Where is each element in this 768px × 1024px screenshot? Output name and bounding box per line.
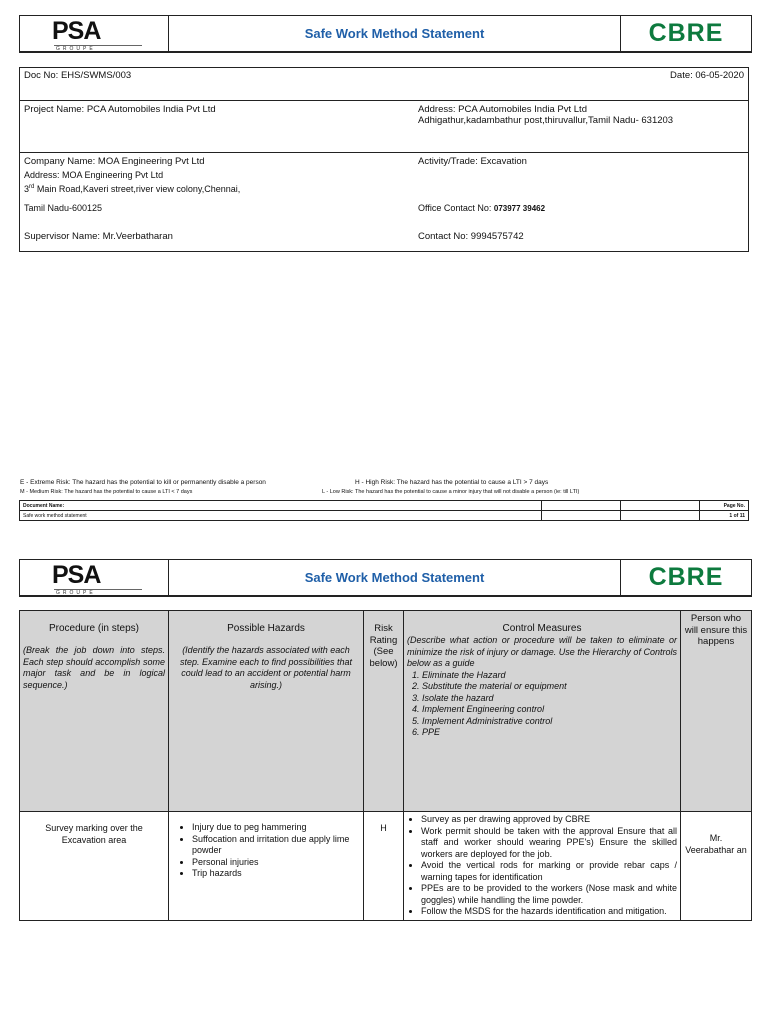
control-measure-item: • Survey as per drawing approved by CBRE bbox=[421, 814, 677, 826]
control-hierarchy-item: 6. PPE bbox=[422, 727, 677, 739]
row-controls bbox=[404, 812, 681, 921]
psa-logo bbox=[20, 560, 169, 595]
page-number: 1 of 11 bbox=[700, 511, 749, 521]
company-street: 3rd Main Road,Kaveri street,river view colony,Chennai, bbox=[24, 184, 241, 194]
row-person: Mr. Veerabathar an bbox=[681, 812, 752, 921]
row-hazards bbox=[169, 812, 364, 921]
psa-logo-sub: GROUPE bbox=[56, 46, 96, 52]
company-address: Address: MOA Engineering Pvt Ltd bbox=[24, 170, 164, 180]
page-header-2 bbox=[19, 559, 752, 597]
control-hierarchy-item: 2. Substitute the material or equipment bbox=[422, 681, 677, 693]
doc-date: Date: 06-05-2020 bbox=[414, 68, 749, 101]
project-name: Project Name: PCA Automobiles India Pvt Ltd bbox=[20, 101, 415, 153]
cbre-logo: CBRE bbox=[648, 563, 724, 591]
psa-logo-text: PSA bbox=[52, 17, 101, 45]
swms-table bbox=[19, 610, 752, 921]
header-person: Person who will ensure this happens bbox=[681, 611, 752, 812]
project-address: Address: PCA Automobiles India Pvt Ltd Adhigathur,kadambathur post,thiruvallur,Tamil Nadu- 631203 bbox=[414, 101, 749, 153]
psa-logo-sub: GROUPE bbox=[56, 590, 96, 596]
page-header bbox=[19, 15, 752, 53]
supervisor-name: Supervisor Name: Mr.Veerbatharan bbox=[24, 231, 173, 242]
cbre-logo: CBRE bbox=[648, 19, 724, 47]
control-measure-item: • PPEs are to be provided to the workers (Nose mask and white goggles) while handling the lime powder. bbox=[421, 883, 677, 906]
company-city: Tamil Nadu-600125 bbox=[24, 203, 103, 213]
page-label: Page No. bbox=[700, 501, 749, 511]
legend-extreme: E - Extreme Risk: The hazard has the potential to kill or permanently disable a person bbox=[20, 479, 266, 486]
activity-trade: Activity/Trade: Excavation bbox=[418, 156, 527, 167]
company-name: Company Name: MOA Engineering Pvt Ltd bbox=[24, 156, 205, 167]
row-risk: H bbox=[364, 812, 404, 921]
header-risk: Risk Rating (See below) bbox=[364, 611, 404, 812]
psa-logo-text: PSA bbox=[52, 561, 101, 589]
document-name: Safe work method statement bbox=[20, 511, 542, 521]
header-hazards: Possible Hazards (Identify the hazards associated with each step. Examine each to find possibilities that could lead to an accident or potential harm arising.) bbox=[169, 611, 364, 812]
document-title: Safe Work Method Statement bbox=[169, 560, 621, 595]
psa-logo bbox=[20, 16, 169, 51]
control-measure-item: • Follow the MSDS for the hazards identification and mitigation. bbox=[421, 906, 677, 918]
control-hierarchy-item: 3. Isolate the hazard bbox=[422, 693, 677, 705]
header-procedure: Procedure (in steps) (Break the job down into steps. Each step should accomplish some major task and be in logical sequence.) bbox=[20, 611, 169, 812]
supervisor-contact: Contact No: 9994575742 bbox=[418, 231, 524, 242]
page-footer bbox=[19, 500, 749, 521]
legend-high: H - High Risk: The hazard has the potential to cause a LTI > 7 days bbox=[355, 479, 549, 486]
document-title: Safe Work Method Statement bbox=[169, 16, 621, 51]
document-name-label: Document Name: bbox=[20, 501, 542, 511]
legend-medium: M - Medium Risk: The hazard has the potential to cause a LTI < 7 days bbox=[20, 489, 193, 495]
header-control: Control Measures (Describe what action or procedure will be taken to eliminate or minimize the risk of injury or damage. Use the Hierarchy of Controls below as a guide 1. Eliminate the Hazard 2. Substitute the material or equipment 3. Isolate the hazard 4. Implement Engineering control 5. Implement Administrative control 6. PPE bbox=[404, 611, 681, 812]
hazard-item: • Injury due to peg hammering bbox=[192, 822, 360, 834]
office-contact: Office Contact No: 073977 39462 bbox=[418, 203, 546, 213]
document-info bbox=[19, 67, 749, 252]
control-measure-item: • Work permit should be taken with the approval Ensure that all staff and worker should wearing PPE's) Ensure the skilled workers are deployed for the job. bbox=[421, 826, 677, 861]
table-header-row bbox=[20, 611, 752, 812]
doc-no: Doc No: EHS/SWMS/003 bbox=[20, 68, 415, 101]
hazard-item: • Personal injuries bbox=[192, 857, 360, 869]
control-hierarchy-item: 5. Implement Administrative control bbox=[422, 716, 677, 728]
hazard-item: • Suffocation and irritation due apply lime powder bbox=[192, 834, 360, 857]
control-hierarchy-item: 4. Implement Engineering control bbox=[422, 704, 677, 716]
row-procedure: Survey marking over the Excavation area bbox=[20, 812, 169, 921]
legend-low: L - Low Risk: The hazard has the potential to cause a minor injury that will not disable a person (ie: till LTI) bbox=[322, 489, 580, 495]
control-hierarchy-item: 1. Eliminate the Hazard bbox=[422, 670, 677, 682]
table-row bbox=[20, 812, 752, 921]
hazard-item: • Trip hazards bbox=[192, 868, 360, 880]
control-measure-item: • Avoid the vertical rods for marking or provide rebar caps / warning tapes for identification bbox=[421, 860, 677, 883]
